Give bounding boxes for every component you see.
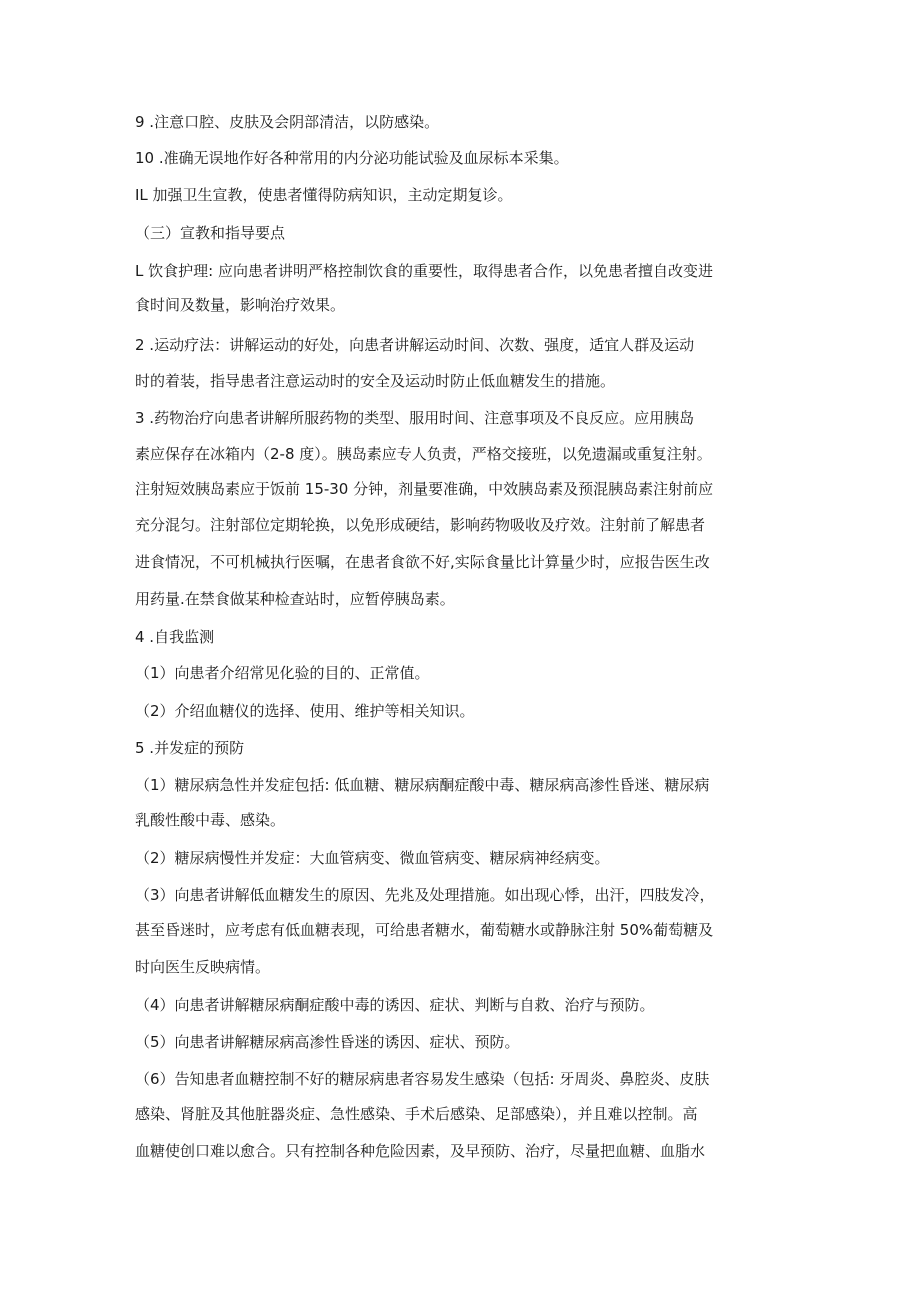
text-line: 素应保存在冰箱内（2-8 度）。胰岛素应专人负责，严格交接班，以免遗漏或重复注射。 bbox=[135, 445, 712, 463]
text-line: （6）告知患者血糖控制不好的糖尿病患者容易发生感染（包括: 牙周炎、鼻腔炎、皮肤 bbox=[135, 1070, 710, 1088]
text-line: 用药量.在禁食做某种检查站时，应暂停胰岛素。 bbox=[135, 590, 455, 608]
text-line: 甚至昏迷时，应考虑有低血糖表现，可给患者糖水，葡萄糖水或静脉注射 50%葡萄糖及 bbox=[135, 921, 714, 939]
text-line: 进食情况，不可机械执行医嘱，在患者食欲不好,实际食量比计算量少时，应报告医生改 bbox=[135, 553, 710, 571]
text-line: 食时间及数量，影响治疗效果。 bbox=[135, 296, 346, 314]
text-line: 血糖使创口难以愈合。只有控制各种危险因素，及早预防、治疗，尽量把血糖、血脂水 bbox=[135, 1142, 706, 1160]
text-line: 4 .自我监测 bbox=[135, 628, 215, 646]
text-line: （5）向患者讲解糖尿病高渗性昏迷的诱因、症状、预防。 bbox=[135, 1033, 520, 1051]
text-line: 2 .运动疗法：讲解运动的好处，向患者讲解运动时间、次数、强度，适宜人群及运动 bbox=[135, 336, 695, 354]
text-line: （3）向患者讲解低血糖发生的原因、先兆及处理措施。如出现心悸，出汗，四肢发冷， bbox=[135, 886, 715, 904]
text-line: （2）糖尿病慢性并发症：大血管病变、微血管病变、糖尿病神经病变。 bbox=[135, 849, 610, 867]
text-line: 3 .药物治疗向患者讲解所服药物的类型、服用时间、注意事项及不良反应。应用胰岛 bbox=[135, 409, 695, 427]
text-line: 时的着装，指导患者注意运动时的安全及运动时防止低血糖发生的措施。 bbox=[135, 372, 616, 390]
text-line: 充分混匀。注射部位定期轮换，以免形成硬结，影响药物吸收及疗效。注射前了解患者 bbox=[135, 516, 706, 534]
text-line: （1）糖尿病急性并发症包括: 低血糖、糖尿病酮症酸中毒、糖尿病高渗性昏迷、糖尿病 bbox=[135, 776, 710, 794]
text-line: 10 .准确无误地作好各种常用的内分泌功能试验及血尿标本采集。 bbox=[135, 149, 569, 167]
text-line: 时向医生反映病情。 bbox=[135, 958, 271, 976]
text-line: 5 .并发症的预防 bbox=[135, 739, 245, 757]
text-line: （1）向患者介绍常见化验的目的、正常值。 bbox=[135, 664, 430, 682]
section-heading: （三）宣教和指导要点 bbox=[135, 224, 286, 242]
text-line: L 饮食护理: 应向患者讲明严格控制饮食的重要性，取得患者合作，以免患者擅自改变进 bbox=[135, 262, 713, 280]
text-line: 乳酸性酸中毒、感染。 bbox=[135, 811, 286, 829]
text-line: 感染、肾脏及其他脏器炎症、急性感染、手术后感染、足部感染），并且难以控制。高 bbox=[135, 1105, 698, 1123]
text-line: （2）介绍血糖仪的选择、使用、维护等相关知识。 bbox=[135, 702, 475, 720]
text-line: IL 加强卫生宣教，使患者懂得防病知识，主动定期复诊。 bbox=[135, 186, 513, 204]
text-line: 9 .注意口腔、皮肤及会阴部清洁，以防感染。 bbox=[135, 113, 440, 131]
text-line: 注射短效胰岛素应于饭前 15-30 分钟，剂量要准确，中效胰岛素及预混胰岛素注射前应 bbox=[135, 480, 714, 498]
text-line: （4）向患者讲解糖尿病酮症酸中毒的诱因、症状、判断与自救、治疗与预防。 bbox=[135, 996, 655, 1014]
